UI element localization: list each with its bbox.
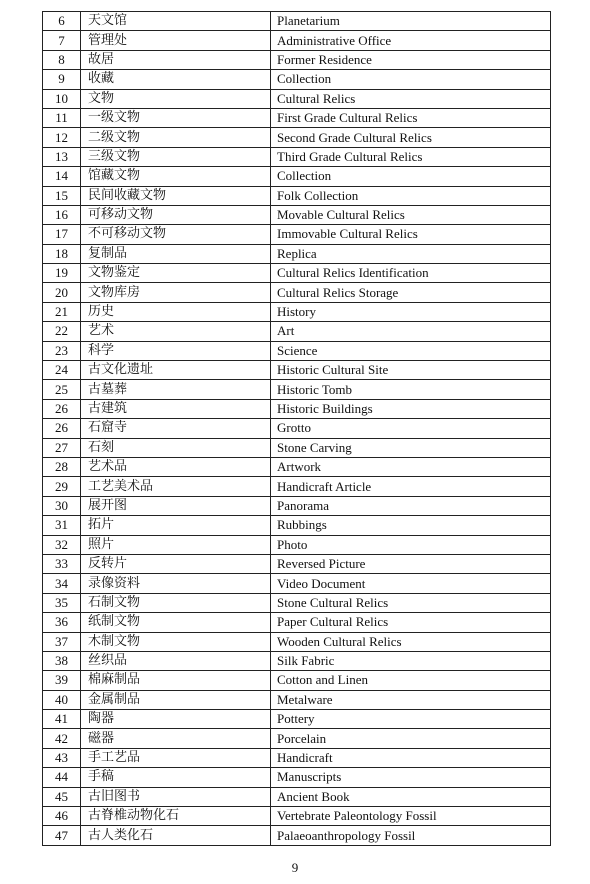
table-row xyxy=(43,651,551,670)
table-row xyxy=(43,593,551,612)
chinese-term-cell: 丝织品 xyxy=(81,651,271,670)
chinese-term-cell: 艺术 xyxy=(81,322,271,341)
table-row xyxy=(43,632,551,651)
chinese-term-cell: 可移动文物 xyxy=(81,205,271,224)
chinese-term-cell: 三级文物 xyxy=(81,147,271,166)
chinese-term-cell: 金属制品 xyxy=(81,690,271,709)
row-number-cell: 42 xyxy=(43,729,81,748)
chinese-term-cell: 收藏 xyxy=(81,70,271,89)
row-number-cell: 35 xyxy=(43,593,81,612)
row-number-cell: 36 xyxy=(43,613,81,632)
row-number-cell: 9 xyxy=(43,70,81,89)
row-number-cell: 40 xyxy=(43,690,81,709)
row-number-cell: 22 xyxy=(43,322,81,341)
table-row xyxy=(43,283,551,302)
table-row xyxy=(43,729,551,748)
row-number-cell: 29 xyxy=(43,477,81,496)
table-row xyxy=(43,477,551,496)
english-term-cell: Handicraft Article xyxy=(271,477,551,496)
chinese-term-cell: 陶器 xyxy=(81,710,271,729)
row-number-cell: 25 xyxy=(43,380,81,399)
english-term-cell: Administrative Office xyxy=(271,31,551,50)
row-number-cell: 12 xyxy=(43,128,81,147)
english-term-cell: Video Document xyxy=(271,574,551,593)
row-number-cell: 11 xyxy=(43,108,81,127)
chinese-term-cell: 艺术品 xyxy=(81,457,271,476)
row-number-cell: 43 xyxy=(43,748,81,767)
page-number: 9 xyxy=(291,860,299,875)
english-term-cell: Science xyxy=(271,341,551,360)
chinese-term-cell: 古文化遗址 xyxy=(81,361,271,380)
english-term-cell: History xyxy=(271,302,551,321)
chinese-term-cell: 反转片 xyxy=(81,554,271,573)
table-row xyxy=(43,438,551,457)
chinese-term-cell: 石窟寺 xyxy=(81,419,271,438)
chinese-term-cell: 录像资料 xyxy=(81,574,271,593)
row-number-cell: 38 xyxy=(43,651,81,670)
row-number-cell: 18 xyxy=(43,244,81,263)
chinese-term-cell: 手稿 xyxy=(81,768,271,787)
row-number-cell: 13 xyxy=(43,147,81,166)
english-term-cell: Cultural Relics Identification xyxy=(271,264,551,283)
table-row xyxy=(43,264,551,283)
row-number-cell: 16 xyxy=(43,205,81,224)
chinese-term-cell: 石刻 xyxy=(81,438,271,457)
table-row xyxy=(43,787,551,806)
english-term-cell: Grotto xyxy=(271,419,551,438)
table-row xyxy=(43,710,551,729)
row-number-cell: 39 xyxy=(43,671,81,690)
table-row xyxy=(43,341,551,360)
english-term-cell: First Grade Cultural Relics xyxy=(271,108,551,127)
english-term-cell: Vertebrate Paleontology Fossil xyxy=(271,807,551,826)
english-term-cell: Pottery xyxy=(271,710,551,729)
row-number-cell: 37 xyxy=(43,632,81,651)
chinese-term-cell: 古脊椎动物化石 xyxy=(81,807,271,826)
table-row xyxy=(43,244,551,263)
table-row xyxy=(43,50,551,69)
chinese-term-cell: 手工艺品 xyxy=(81,748,271,767)
table-row xyxy=(43,167,551,186)
table-row xyxy=(43,12,551,31)
english-term-cell: Artwork xyxy=(271,457,551,476)
row-number-cell: 21 xyxy=(43,302,81,321)
chinese-term-cell: 古建筑 xyxy=(81,399,271,418)
english-term-cell: Stone Cultural Relics xyxy=(271,593,551,612)
english-term-cell: Ancient Book xyxy=(271,787,551,806)
english-term-cell: Art xyxy=(271,322,551,341)
row-number-cell: 45 xyxy=(43,787,81,806)
table-row xyxy=(43,399,551,418)
chinese-term-cell: 管理处 xyxy=(81,31,271,50)
english-term-cell: Replica xyxy=(271,244,551,263)
table-row xyxy=(43,89,551,108)
row-number-cell: 28 xyxy=(43,457,81,476)
row-number-cell: 6 xyxy=(43,12,81,31)
english-term-cell: Paper Cultural Relics xyxy=(271,613,551,632)
table-row xyxy=(43,671,551,690)
english-term-cell: Metalware xyxy=(271,690,551,709)
chinese-term-cell: 一级文物 xyxy=(81,108,271,127)
table-row xyxy=(43,535,551,554)
table-row xyxy=(43,31,551,50)
chinese-term-cell: 古墓葬 xyxy=(81,380,271,399)
table-row xyxy=(43,147,551,166)
table-row xyxy=(43,768,551,787)
english-term-cell: Planetarium xyxy=(271,12,551,31)
chinese-term-cell: 复制品 xyxy=(81,244,271,263)
table-row xyxy=(43,457,551,476)
row-number-cell: 26 xyxy=(43,419,81,438)
chinese-term-cell: 文物库房 xyxy=(81,283,271,302)
chinese-term-cell: 工艺美术品 xyxy=(81,477,271,496)
table-row xyxy=(43,690,551,709)
english-term-cell: Rubbings xyxy=(271,516,551,535)
table-row xyxy=(43,186,551,205)
chinese-term-cell: 木制文物 xyxy=(81,632,271,651)
english-term-cell: Folk Collection xyxy=(271,186,551,205)
row-number-cell: 23 xyxy=(43,341,81,360)
english-term-cell: Silk Fabric xyxy=(271,651,551,670)
chinese-term-cell: 天文馆 xyxy=(81,12,271,31)
row-number-cell: 26 xyxy=(43,399,81,418)
chinese-term-cell: 不可移动文物 xyxy=(81,225,271,244)
english-term-cell: Third Grade Cultural Relics xyxy=(271,147,551,166)
chinese-term-cell: 石制文物 xyxy=(81,593,271,612)
row-number-cell: 8 xyxy=(43,50,81,69)
row-number-cell: 10 xyxy=(43,89,81,108)
chinese-term-cell: 展开图 xyxy=(81,496,271,515)
table-row xyxy=(43,361,551,380)
table-row xyxy=(43,225,551,244)
chinese-term-cell: 古旧图书 xyxy=(81,787,271,806)
row-number-cell: 15 xyxy=(43,186,81,205)
row-number-cell: 20 xyxy=(43,283,81,302)
glossary-table xyxy=(42,11,551,846)
english-term-cell: Cultural Relics Storage xyxy=(271,283,551,302)
english-term-cell: Cultural Relics xyxy=(271,89,551,108)
english-term-cell: Former Residence xyxy=(271,50,551,69)
english-term-cell: Collection xyxy=(271,70,551,89)
chinese-term-cell: 二级文物 xyxy=(81,128,271,147)
row-number-cell: 46 xyxy=(43,807,81,826)
table-row xyxy=(43,554,551,573)
english-term-cell: Porcelain xyxy=(271,729,551,748)
table-row xyxy=(43,322,551,341)
english-term-cell: Historic Tomb xyxy=(271,380,551,399)
english-term-cell: Historic Buildings xyxy=(271,399,551,418)
table-row xyxy=(43,613,551,632)
chinese-term-cell: 磁器 xyxy=(81,729,271,748)
english-term-cell: Historic Cultural Site xyxy=(271,361,551,380)
row-number-cell: 27 xyxy=(43,438,81,457)
table-row xyxy=(43,516,551,535)
english-term-cell: Immovable Cultural Relics xyxy=(271,225,551,244)
chinese-term-cell: 历史 xyxy=(81,302,271,321)
table-row xyxy=(43,302,551,321)
english-term-cell: Handicraft xyxy=(271,748,551,767)
table-row xyxy=(43,70,551,89)
row-number-cell: 30 xyxy=(43,496,81,515)
english-term-cell: Photo xyxy=(271,535,551,554)
english-term-cell: Stone Carving xyxy=(271,438,551,457)
table-row xyxy=(43,807,551,826)
row-number-cell: 19 xyxy=(43,264,81,283)
english-term-cell: Palaeoanthropology Fossil xyxy=(271,826,551,845)
english-term-cell: Collection xyxy=(271,167,551,186)
row-number-cell: 41 xyxy=(43,710,81,729)
row-number-cell: 7 xyxy=(43,31,81,50)
chinese-term-cell: 纸制文物 xyxy=(81,613,271,632)
row-number-cell: 24 xyxy=(43,361,81,380)
chinese-term-cell: 拓片 xyxy=(81,516,271,535)
table-row xyxy=(43,826,551,845)
table-row xyxy=(43,380,551,399)
table-row xyxy=(43,128,551,147)
table-row xyxy=(43,496,551,515)
chinese-term-cell: 棉麻制品 xyxy=(81,671,271,690)
chinese-term-cell: 照片 xyxy=(81,535,271,554)
table-row xyxy=(43,205,551,224)
english-term-cell: Cotton and Linen xyxy=(271,671,551,690)
chinese-term-cell: 文物鉴定 xyxy=(81,264,271,283)
english-term-cell: Wooden Cultural Relics xyxy=(271,632,551,651)
english-term-cell: Reversed Picture xyxy=(271,554,551,573)
row-number-cell: 31 xyxy=(43,516,81,535)
english-term-cell: Panorama xyxy=(271,496,551,515)
table-row xyxy=(43,108,551,127)
english-term-cell: Movable Cultural Relics xyxy=(271,205,551,224)
row-number-cell: 44 xyxy=(43,768,81,787)
row-number-cell: 32 xyxy=(43,535,81,554)
row-number-cell: 34 xyxy=(43,574,81,593)
row-number-cell: 47 xyxy=(43,826,81,845)
row-number-cell: 33 xyxy=(43,554,81,573)
chinese-term-cell: 科学 xyxy=(81,341,271,360)
chinese-term-cell: 故居 xyxy=(81,50,271,69)
row-number-cell: 14 xyxy=(43,167,81,186)
english-term-cell: Second Grade Cultural Relics xyxy=(271,128,551,147)
table-row xyxy=(43,419,551,438)
glossary-table-body xyxy=(43,12,551,846)
english-term-cell: Manuscripts xyxy=(271,768,551,787)
table-row xyxy=(43,574,551,593)
chinese-term-cell: 馆藏文物 xyxy=(81,167,271,186)
chinese-term-cell: 古人类化石 xyxy=(81,826,271,845)
row-number-cell: 17 xyxy=(43,225,81,244)
table-row xyxy=(43,748,551,767)
chinese-term-cell: 民间收藏文物 xyxy=(81,186,271,205)
chinese-term-cell: 文物 xyxy=(81,89,271,108)
